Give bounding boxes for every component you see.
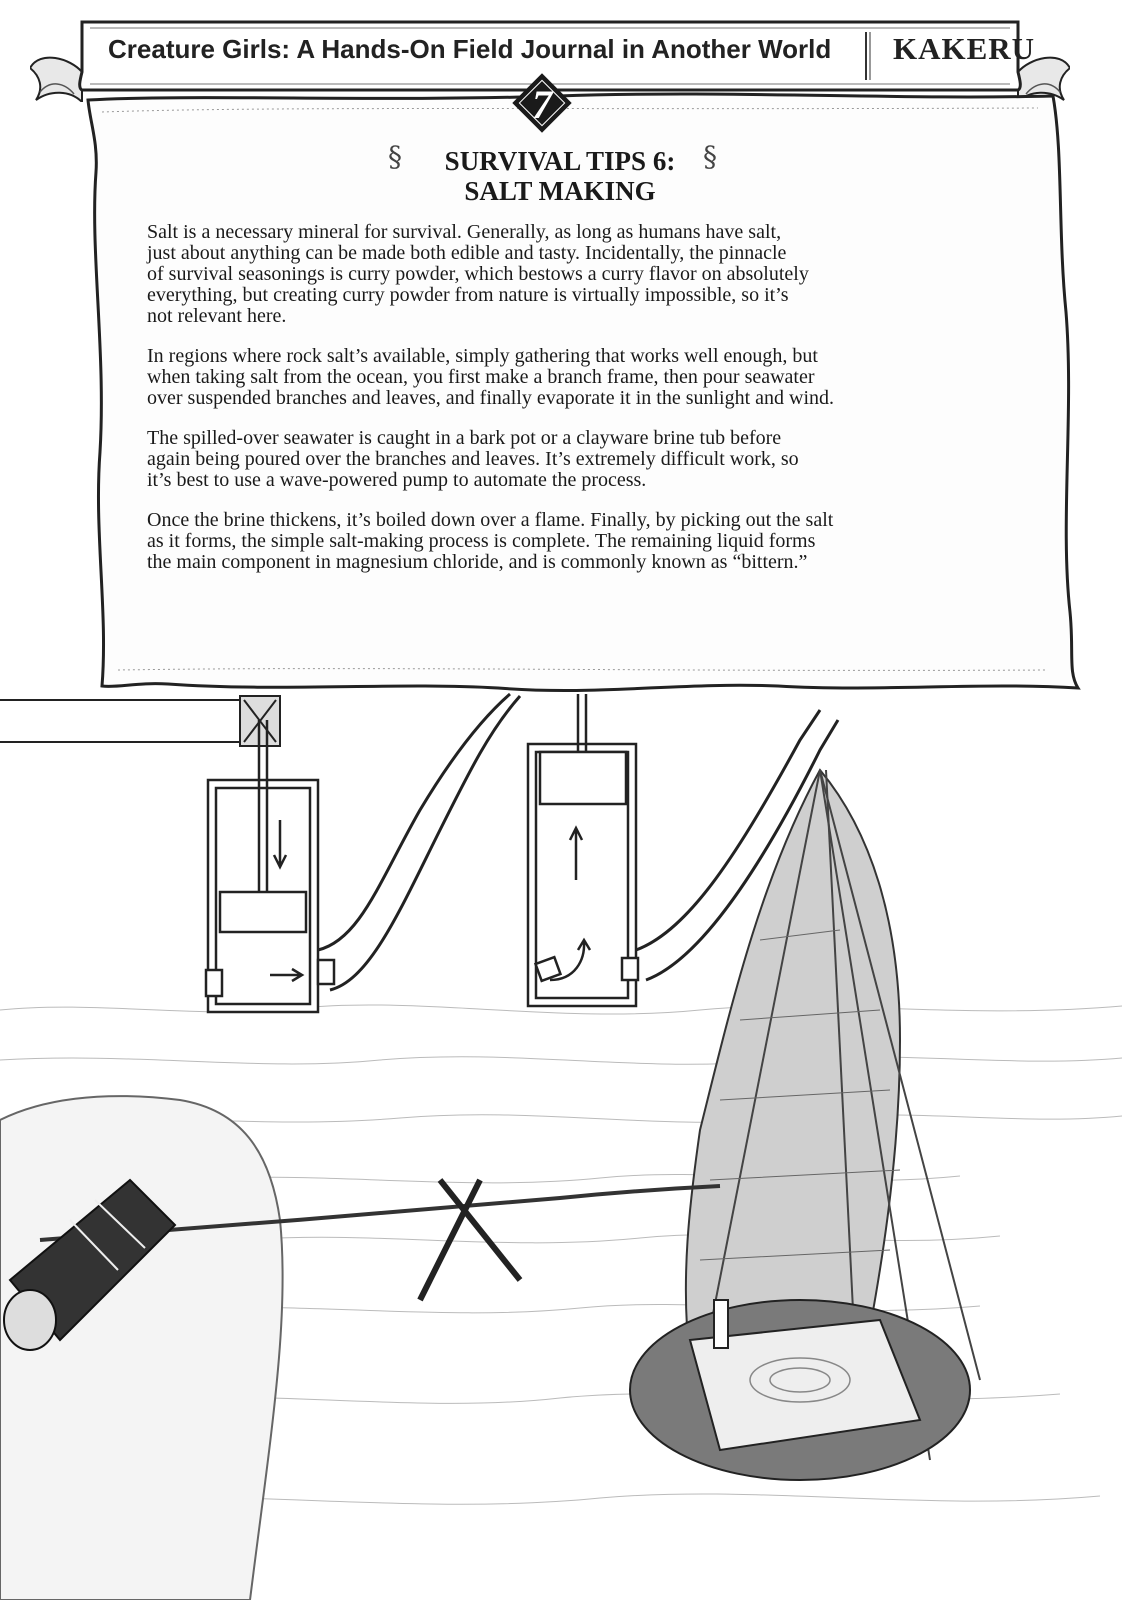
paragraph <box>147 428 997 491</box>
paragraph <box>147 346 997 409</box>
text-line: it’s best to use a wave-powered pump to automate the process. <box>147 469 647 491</box>
text-line: as it forms, the simple salt-making process is complete. The remaining liquid forms <box>147 530 816 552</box>
article-title <box>300 146 820 206</box>
beam <box>0 700 280 742</box>
text-line: the main component in magnesium chloride, and is commonly known as “bittern.” <box>147 551 808 573</box>
text-line: Salt is a necessary mineral for survival. Generally, as long as humans have salt, <box>147 221 782 243</box>
article-body <box>147 222 997 592</box>
text-line: everything, but creating curry powder from nature is virtually impossible, so it’s <box>147 284 789 306</box>
text-line: The spilled-over seawater is caught in a bark pot or a clayware brine tub before <box>147 427 782 449</box>
brine-tub <box>630 1300 970 1480</box>
text-line: again being poured over the branches and leaves. It’s extremely difficult work, so <box>147 448 799 470</box>
salt-making-illustration <box>0 680 1122 1600</box>
author-name: KAKERU <box>893 31 1036 66</box>
shore-rock <box>0 1096 283 1600</box>
pump-diagram-graphic <box>0 680 1122 1600</box>
series-title: Creature Girls: A Hands-On Field Journal in Another World <box>108 34 832 64</box>
paragraph <box>147 222 997 327</box>
text-line: not relevant here. <box>147 305 287 327</box>
article-title-line1: SURVIVAL TIPS 6: <box>444 146 676 176</box>
text-line: Once the brine thickens, it’s boiled down over a flame. Finally, by picking out the salt <box>147 509 834 531</box>
chapter-number: 7 <box>532 82 552 127</box>
left-flourish-icon: § <box>388 140 402 173</box>
right-flourish-icon: § <box>703 140 717 173</box>
text-line: In regions where rock salt’s available, simply gathering that works well enough, but <box>147 345 818 367</box>
text-line: when taking salt from the ocean, you first make a branch frame, then pour seawater <box>147 366 815 388</box>
article-title-line2: SALT MAKING <box>464 176 656 206</box>
text-line: just about anything can be made both edible and tasty. Incidentally, the pinnacle <box>147 242 787 264</box>
text-line: of survival seasonings is curry powder, which bestows a curry flavor on absolutely <box>147 263 809 285</box>
paragraph <box>147 510 997 573</box>
text-line: over suspended branches and leaves, and finally evaporate it in the sunlight and wind. <box>147 387 835 409</box>
chapter-badge <box>509 70 575 136</box>
